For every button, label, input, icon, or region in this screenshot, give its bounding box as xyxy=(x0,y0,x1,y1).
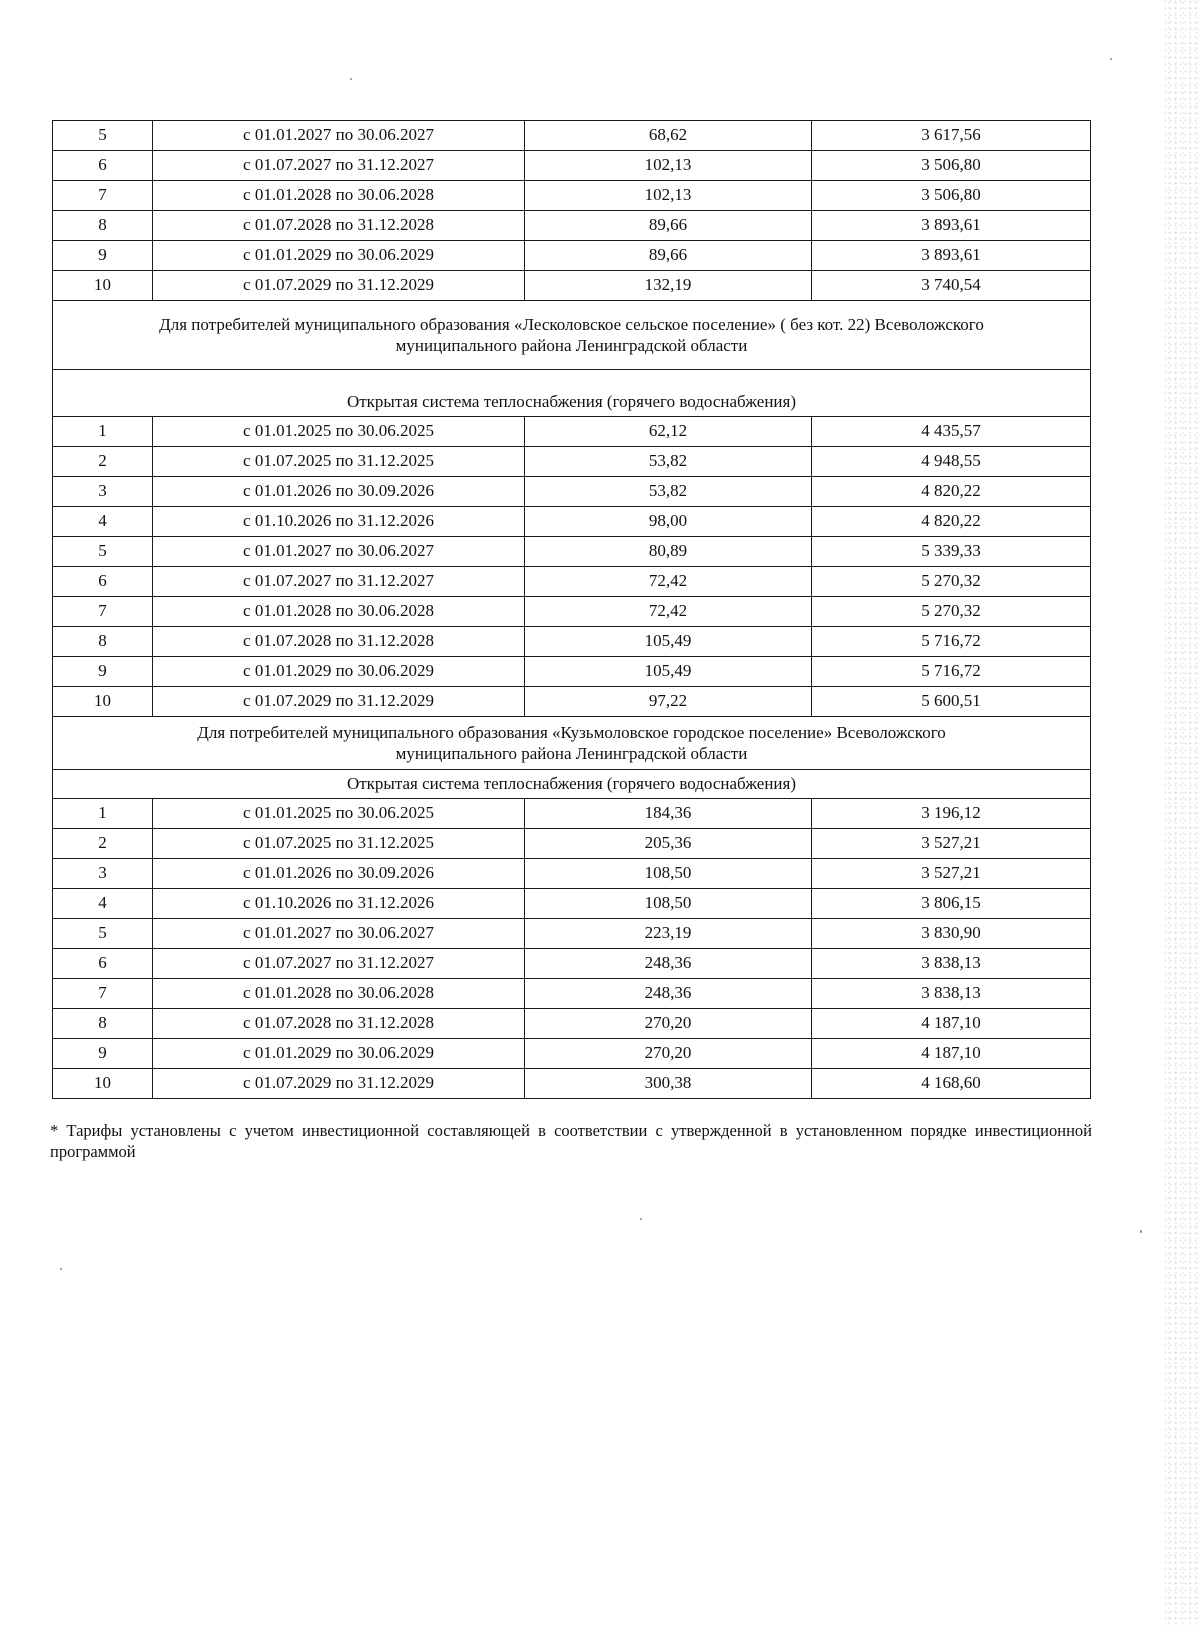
row-value-1: 72,42 xyxy=(525,567,812,597)
row-value-2: 3 527,21 xyxy=(812,829,1091,859)
table-row xyxy=(53,597,1091,627)
row-value-1: 223,19 xyxy=(525,919,812,949)
section-subheader-row xyxy=(53,770,1091,799)
section-subtitle: Открытая система теплоснабжения (горячего водоснабжения) xyxy=(53,770,1091,799)
section-title xyxy=(53,717,1091,770)
table-row xyxy=(53,657,1091,687)
row-value-1: 270,20 xyxy=(525,1039,812,1069)
row-value-2: 3 830,90 xyxy=(812,919,1091,949)
row-period: с 01.10.2026 по 31.12.2026 xyxy=(153,889,525,919)
row-period: с 01.01.2029 по 30.06.2029 xyxy=(153,1039,525,1069)
row-value-2: 5 716,72 xyxy=(812,627,1091,657)
row-value-2: 3 617,56 xyxy=(812,121,1091,151)
row-value-1: 132,19 xyxy=(525,271,812,301)
table-row xyxy=(53,919,1091,949)
table-row xyxy=(53,417,1091,447)
row-period: с 01.01.2027 по 30.06.2027 xyxy=(153,121,525,151)
row-value-1: 108,50 xyxy=(525,889,812,919)
row-period: с 01.01.2029 по 30.06.2029 xyxy=(153,657,525,687)
row-period: с 01.07.2027 по 31.12.2027 xyxy=(153,567,525,597)
table-row xyxy=(53,799,1091,829)
row-period: с 01.01.2025 по 30.06.2025 xyxy=(153,417,525,447)
table-row xyxy=(53,507,1091,537)
row-period: с 01.01.2026 по 30.09.2026 xyxy=(153,477,525,507)
row-value-2: 3 893,61 xyxy=(812,211,1091,241)
row-value-2: 4 820,22 xyxy=(812,507,1091,537)
table-row xyxy=(53,567,1091,597)
row-value-1: 248,36 xyxy=(525,979,812,1009)
row-value-1: 184,36 xyxy=(525,799,812,829)
row-number: 10 xyxy=(53,687,153,717)
row-number: 10 xyxy=(53,1069,153,1099)
table-row xyxy=(53,477,1091,507)
row-period: с 01.10.2026 по 31.12.2026 xyxy=(153,507,525,537)
row-value-2: 3 893,61 xyxy=(812,241,1091,271)
row-number: 10 xyxy=(53,271,153,301)
section-title xyxy=(53,301,1091,370)
row-number: 5 xyxy=(53,919,153,949)
row-period: с 01.01.2026 по 30.09.2026 xyxy=(153,859,525,889)
row-value-1: 248,36 xyxy=(525,949,812,979)
row-value-2: 4 435,57 xyxy=(812,417,1091,447)
row-value-2: 3 506,80 xyxy=(812,151,1091,181)
table-row xyxy=(53,211,1091,241)
row-value-2: 5 339,33 xyxy=(812,537,1091,567)
row-value-1: 72,42 xyxy=(525,597,812,627)
row-value-2: 4 168,60 xyxy=(812,1069,1091,1099)
row-period: с 01.07.2029 по 31.12.2029 xyxy=(153,1069,525,1099)
footnote: * Тарифы установлены с учетом инвестиционной составляющей в соответствии с утвержденной в установленном порядке инвестиционной программой xyxy=(50,1121,1092,1162)
scan-edge-noise xyxy=(1164,0,1200,1625)
table-row xyxy=(53,151,1091,181)
row-value-2: 5 716,72 xyxy=(812,657,1091,687)
row-value-1: 300,38 xyxy=(525,1069,812,1099)
row-number: 2 xyxy=(53,829,153,859)
row-value-2: 4 948,55 xyxy=(812,447,1091,477)
table-row xyxy=(53,1009,1091,1039)
row-number: 9 xyxy=(53,241,153,271)
row-value-1: 205,36 xyxy=(525,829,812,859)
row-number: 8 xyxy=(53,211,153,241)
row-number: 7 xyxy=(53,181,153,211)
row-period: с 01.07.2029 по 31.12.2029 xyxy=(153,271,525,301)
row-value-1: 270,20 xyxy=(525,1009,812,1039)
row-value-2: 4 820,22 xyxy=(812,477,1091,507)
row-number: 3 xyxy=(53,477,153,507)
row-period: с 01.01.2028 по 30.06.2028 xyxy=(153,181,525,211)
section-subtitle: Открытая система теплоснабжения (горячего водоснабжения) xyxy=(53,370,1091,417)
row-value-1: 108,50 xyxy=(525,859,812,889)
row-period: с 01.01.2028 по 30.06.2028 xyxy=(153,979,525,1009)
scan-speck xyxy=(1110,58,1112,60)
row-value-1: 98,00 xyxy=(525,507,812,537)
row-number: 5 xyxy=(53,121,153,151)
table-row xyxy=(53,121,1091,151)
table-row xyxy=(53,1039,1091,1069)
row-value-1: 62,12 xyxy=(525,417,812,447)
section-header-row xyxy=(53,717,1091,770)
table-row xyxy=(53,1069,1091,1099)
row-number: 6 xyxy=(53,949,153,979)
row-value-1: 102,13 xyxy=(525,181,812,211)
row-period: с 01.07.2029 по 31.12.2029 xyxy=(153,687,525,717)
row-period: с 01.01.2027 по 30.06.2027 xyxy=(153,919,525,949)
table-row xyxy=(53,447,1091,477)
table-row xyxy=(53,537,1091,567)
row-period: с 01.07.2025 по 31.12.2025 xyxy=(153,829,525,859)
row-value-2: 3 806,15 xyxy=(812,889,1091,919)
scan-speck xyxy=(60,1268,62,1270)
table-row xyxy=(53,829,1091,859)
row-value-2: 5 270,32 xyxy=(812,567,1091,597)
row-period: с 01.07.2028 по 31.12.2028 xyxy=(153,627,525,657)
row-number: 4 xyxy=(53,889,153,919)
section-header-row xyxy=(53,301,1091,370)
row-period: с 01.07.2028 по 31.12.2028 xyxy=(153,211,525,241)
row-number: 6 xyxy=(53,151,153,181)
row-number: 4 xyxy=(53,507,153,537)
scan-speck xyxy=(640,1218,642,1220)
table-row xyxy=(53,889,1091,919)
section-title-line: Для потребителей муниципального образования «Кузьмоловское городское поселение» Всеволожского xyxy=(197,722,946,742)
section-title-line: Для потребителей муниципального образования «Лесколовское сельское поселение» ( без кот. 22) Всеволожского xyxy=(159,314,984,334)
row-value-2: 3 838,13 xyxy=(812,949,1091,979)
row-period: с 01.07.2025 по 31.12.2025 xyxy=(153,447,525,477)
row-number: 2 xyxy=(53,447,153,477)
row-value-2: 3 838,13 xyxy=(812,979,1091,1009)
row-number: 3 xyxy=(53,859,153,889)
row-value-1: 105,49 xyxy=(525,657,812,687)
table-row xyxy=(53,859,1091,889)
scan-speck xyxy=(350,78,352,80)
section-subheader-row xyxy=(53,370,1091,417)
row-number: 9 xyxy=(53,657,153,687)
row-value-1: 102,13 xyxy=(525,151,812,181)
row-value-1: 68,62 xyxy=(525,121,812,151)
row-value-2: 5 600,51 xyxy=(812,687,1091,717)
table-row xyxy=(53,687,1091,717)
row-period: с 01.01.2028 по 30.06.2028 xyxy=(153,597,525,627)
section-title-line: муниципального района Ленинградской области xyxy=(395,336,748,355)
table-row xyxy=(53,271,1091,301)
row-value-1: 97,22 xyxy=(525,687,812,717)
scan-speck xyxy=(1140,1230,1142,1233)
table-row xyxy=(53,627,1091,657)
row-period: с 01.01.2027 по 30.06.2027 xyxy=(153,537,525,567)
row-value-1: 80,89 xyxy=(525,537,812,567)
row-number: 9 xyxy=(53,1039,153,1069)
row-number: 8 xyxy=(53,627,153,657)
row-value-1: 105,49 xyxy=(525,627,812,657)
row-value-2: 3 506,80 xyxy=(812,181,1091,211)
row-period: с 01.01.2029 по 30.06.2029 xyxy=(153,241,525,271)
row-number: 7 xyxy=(53,979,153,1009)
table-row xyxy=(53,241,1091,271)
row-value-1: 53,82 xyxy=(525,477,812,507)
row-value-1: 89,66 xyxy=(525,211,812,241)
table-row xyxy=(53,181,1091,211)
row-number: 7 xyxy=(53,597,153,627)
section-title-line: муниципального района Ленинградской области xyxy=(395,744,748,763)
row-number: 8 xyxy=(53,1009,153,1039)
row-value-2: 5 270,32 xyxy=(812,597,1091,627)
row-value-2: 3 527,21 xyxy=(812,859,1091,889)
row-value-2: 4 187,10 xyxy=(812,1039,1091,1069)
row-number: 1 xyxy=(53,799,153,829)
row-number: 6 xyxy=(53,567,153,597)
tariff-table xyxy=(52,120,1091,1099)
table-row xyxy=(53,949,1091,979)
table-row xyxy=(53,979,1091,1009)
row-period: с 01.01.2025 по 30.06.2025 xyxy=(153,799,525,829)
row-period: с 01.07.2027 по 31.12.2027 xyxy=(153,151,525,181)
row-period: с 01.07.2028 по 31.12.2028 xyxy=(153,1009,525,1039)
row-number: 5 xyxy=(53,537,153,567)
row-value-1: 89,66 xyxy=(525,241,812,271)
row-value-2: 4 187,10 xyxy=(812,1009,1091,1039)
row-value-2: 3 196,12 xyxy=(812,799,1091,829)
row-period: с 01.07.2027 по 31.12.2027 xyxy=(153,949,525,979)
row-number: 1 xyxy=(53,417,153,447)
row-value-2: 3 740,54 xyxy=(812,271,1091,301)
row-value-1: 53,82 xyxy=(525,447,812,477)
